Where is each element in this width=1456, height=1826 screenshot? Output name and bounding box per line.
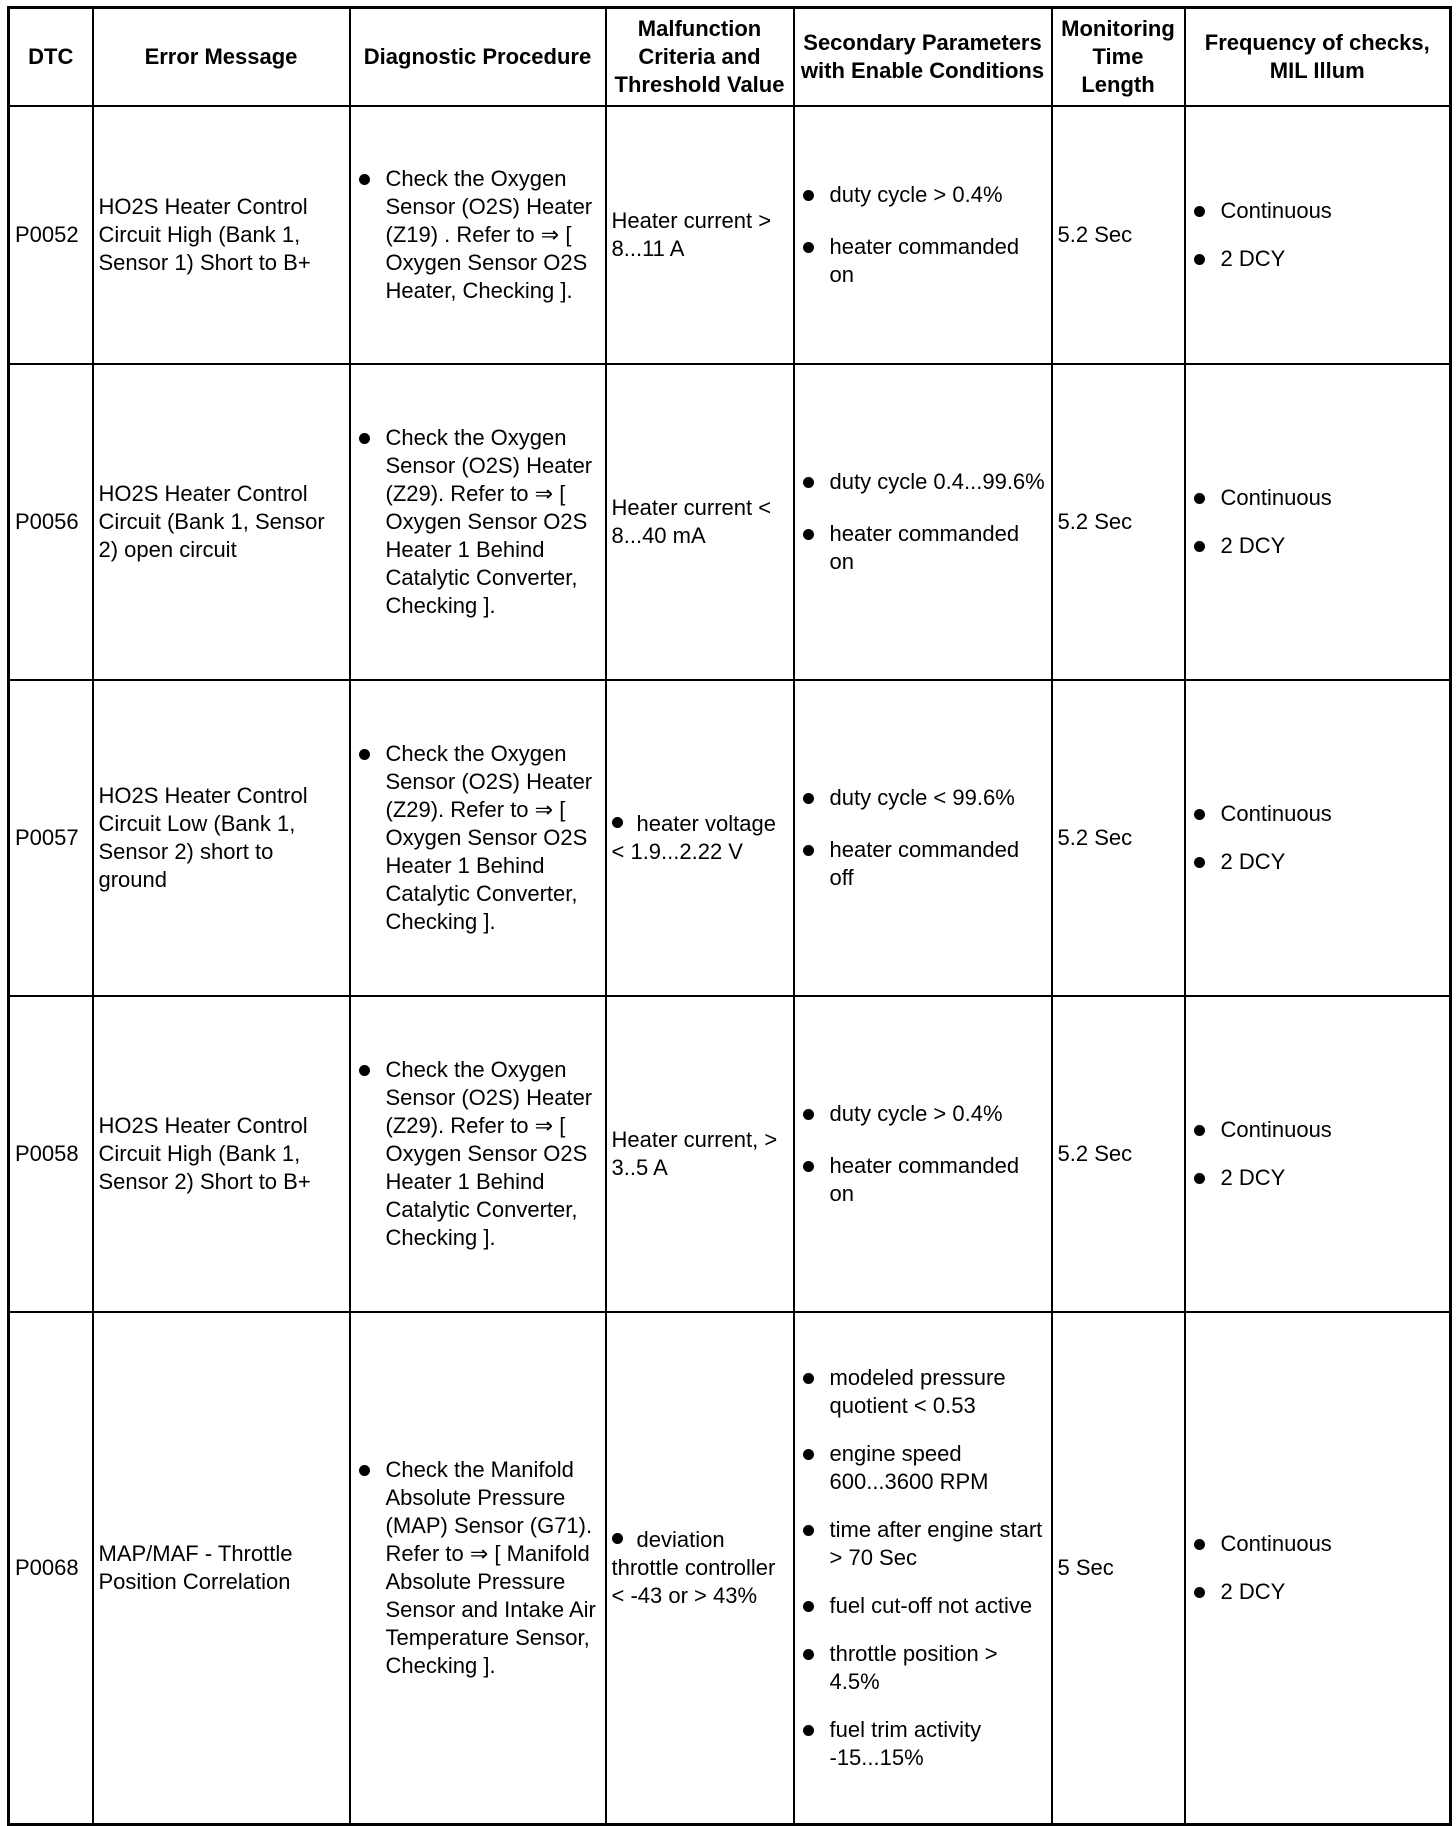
frequency-item: 2 DCY — [1191, 1164, 1445, 1192]
frequency-item: Continuous — [1191, 197, 1445, 225]
monitoring-time: 5.2 Sec — [1052, 996, 1185, 1312]
header-diagnostic-procedure: Diagnostic Procedure — [350, 8, 606, 107]
header-error-message: Error Message — [93, 8, 350, 107]
frequency-item: Continuous — [1191, 800, 1445, 828]
frequency — [1185, 364, 1451, 680]
diagnostic-procedure — [350, 1312, 606, 1825]
secondary-parameter: duty cycle > 0.4% — [800, 1100, 1046, 1128]
dtc-code: P0052 — [9, 106, 93, 364]
monitoring-time: 5.2 Sec — [1052, 680, 1185, 996]
frequency-item: 2 DCY — [1191, 245, 1445, 273]
header-malfunction-criteria: Malfunction Criteria and Threshold Value — [606, 8, 794, 107]
frequency — [1185, 996, 1451, 1312]
frequency-item: 2 DCY — [1191, 1578, 1445, 1606]
secondary-parameter: duty cycle < 99.6% — [800, 784, 1046, 812]
bullet-icon — [612, 817, 623, 828]
header-dtc: DTC — [9, 8, 93, 107]
dtc-code: P0058 — [9, 996, 93, 1312]
secondary-parameter: fuel cut-off not active — [800, 1592, 1046, 1620]
error-message: MAP/MAF - Throttle Position Correlation — [93, 1312, 350, 1825]
procedure-item: Check the Oxygen Sensor (O2S) Heater (Z29). Refer to ⇒ [ Oxygen Sensor O2S Heater 1 Behind Catalytic Converter, Checking ]. — [356, 424, 600, 620]
diagnostic-procedure — [350, 996, 606, 1312]
monitoring-time: 5 Sec — [1052, 1312, 1185, 1825]
criteria-text: heater voltage < 1.9...2.22 V — [611, 811, 776, 864]
dtc-table-page — [7, 6, 1449, 1816]
secondary-parameters — [794, 680, 1052, 996]
frequency — [1185, 680, 1451, 996]
secondary-parameters — [794, 996, 1052, 1312]
secondary-parameter: duty cycle 0.4...99.6% — [800, 468, 1046, 496]
secondary-parameter: heater commanded on — [800, 520, 1046, 576]
malfunction-criteria — [606, 680, 794, 996]
secondary-parameter: fuel trim activity -15...15% — [800, 1716, 1046, 1772]
error-message: HO2S Heater Control Circuit High (Bank 1, Sensor 1) Short to B+ — [93, 106, 350, 364]
dtc-code: P0068 — [9, 1312, 93, 1825]
table-row — [9, 106, 1451, 364]
criteria-text: deviation throttle controller < -43 or > 43% — [611, 1527, 776, 1608]
dtc-code: P0057 — [9, 680, 93, 996]
secondary-parameter: throttle position > 4.5% — [800, 1640, 1046, 1696]
procedure-item: Check the Manifold Absolute Pressure (MAP) Sensor (G71). Refer to ⇒ [ Manifold Absolute Pressure Sensor and Intake Air Temperature Sensor, Checking ]. — [356, 1456, 600, 1680]
secondary-parameter: heater commanded off — [800, 836, 1046, 892]
diagnostic-procedure — [350, 364, 606, 680]
secondary-parameters — [794, 1312, 1052, 1825]
diagnostic-procedure — [350, 680, 606, 996]
table-row — [9, 680, 1451, 996]
secondary-parameters — [794, 106, 1052, 364]
secondary-parameter: engine speed 600...3600 RPM — [800, 1440, 1046, 1496]
frequency-item: Continuous — [1191, 1530, 1445, 1558]
dtc-code: P0056 — [9, 364, 93, 680]
malfunction-criteria: Heater current > 8...11 A — [606, 106, 794, 364]
dtc-table — [7, 6, 1452, 1826]
header-row — [9, 8, 1451, 107]
procedure-item: Check the Oxygen Sensor (O2S) Heater (Z29). Refer to ⇒ [ Oxygen Sensor O2S Heater 1 Behind Catalytic Converter, Checking ]. — [356, 1056, 600, 1252]
procedure-item: Check the Oxygen Sensor (O2S) Heater (Z29). Refer to ⇒ [ Oxygen Sensor O2S Heater 1 Behind Catalytic Converter, Checking ]. — [356, 740, 600, 936]
frequency — [1185, 106, 1451, 364]
malfunction-criteria — [606, 1312, 794, 1825]
procedure-item: Check the Oxygen Sensor (O2S) Heater (Z19) . Refer to ⇒ [ Oxygen Sensor O2S Heater, Checking ]. — [356, 165, 600, 305]
frequency-item: Continuous — [1191, 1116, 1445, 1144]
secondary-parameter: heater commanded on — [800, 1152, 1046, 1208]
malfunction-criteria: Heater current, > 3..5 A — [606, 996, 794, 1312]
secondary-parameter: heater commanded on — [800, 233, 1046, 289]
header-frequency: Frequency of checks, MIL Illum — [1185, 8, 1451, 107]
secondary-parameters — [794, 364, 1052, 680]
frequency-item: 2 DCY — [1191, 848, 1445, 876]
table-row — [9, 1312, 1451, 1825]
table-row — [9, 996, 1451, 1312]
frequency-item: 2 DCY — [1191, 532, 1445, 560]
diagnostic-procedure — [350, 106, 606, 364]
error-message: HO2S Heater Control Circuit Low (Bank 1, Sensor 2) short to ground — [93, 680, 350, 996]
bullet-icon — [612, 1533, 623, 1544]
error-message: HO2S Heater Control Circuit High (Bank 1, Sensor 2) Short to B+ — [93, 996, 350, 1312]
monitoring-time: 5.2 Sec — [1052, 364, 1185, 680]
table-row — [9, 364, 1451, 680]
secondary-parameter: modeled pressure quotient < 0.53 — [800, 1364, 1046, 1420]
secondary-parameter: duty cycle > 0.4% — [800, 181, 1046, 209]
error-message: HO2S Heater Control Circuit (Bank 1, Sensor 2) open circuit — [93, 364, 350, 680]
frequency-item: Continuous — [1191, 484, 1445, 512]
secondary-parameter: time after engine start > 70 Sec — [800, 1516, 1046, 1572]
header-secondary-parameters: Secondary Parameters with Enable Conditions — [794, 8, 1052, 107]
malfunction-criteria: Heater current < 8...40 mA — [606, 364, 794, 680]
frequency — [1185, 1312, 1451, 1825]
monitoring-time: 5.2 Sec — [1052, 106, 1185, 364]
header-monitoring-time: Monitoring Time Length — [1052, 8, 1185, 107]
